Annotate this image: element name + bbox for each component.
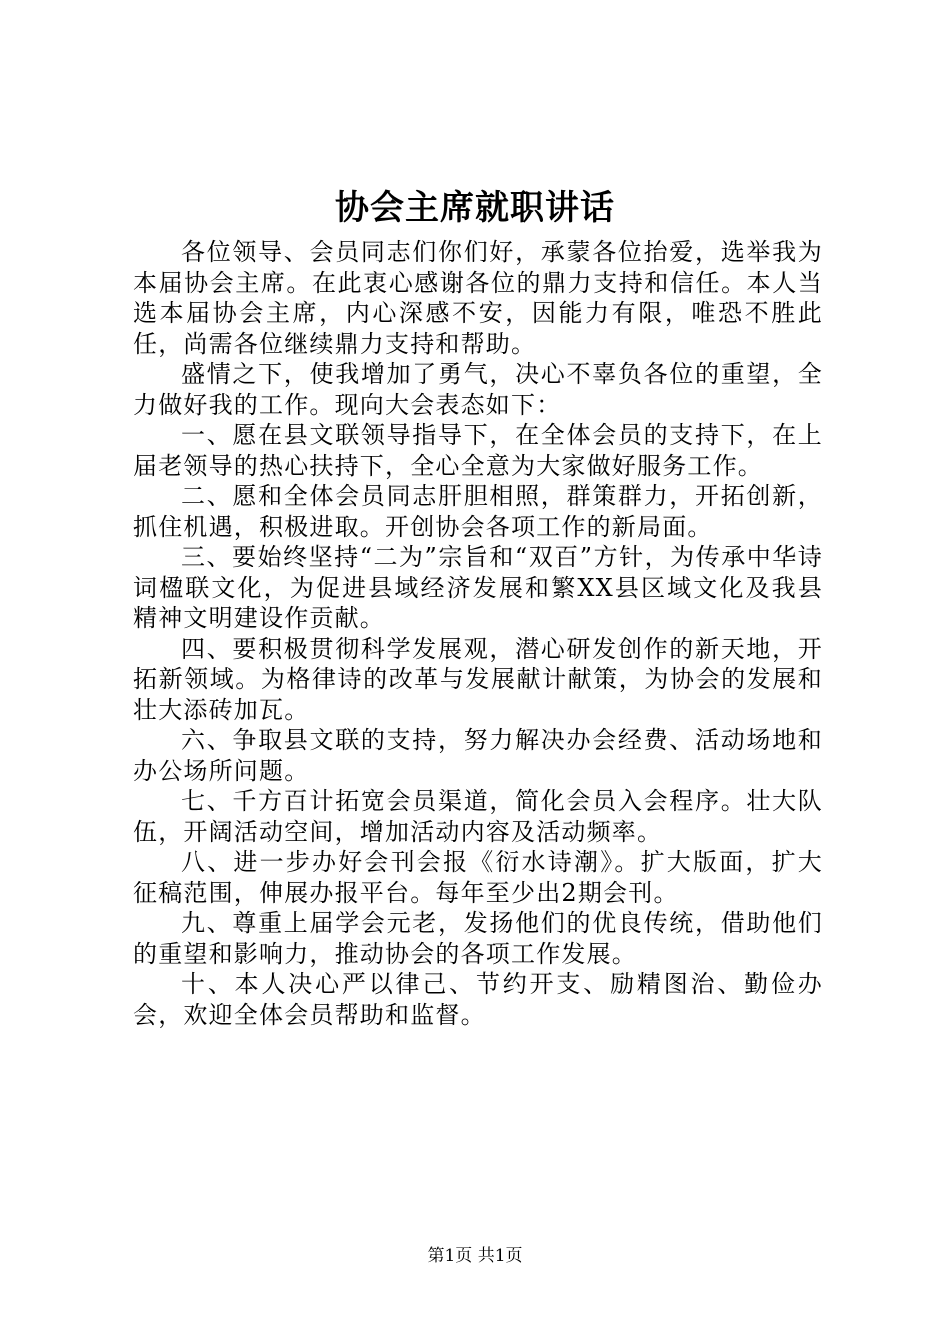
paragraph-item-1: 一、愿在县文联领导指导下，在全体会员的支持下，在上届老领导的热心扶持下，全心全意为大家做好服务工作。 xyxy=(133,421,823,480)
page-footer: 第1页 共1页 xyxy=(427,1246,523,1266)
paragraph-greeting: 各位领导、会员同志们你们好，承蒙各位抬爱，选举我为本届协会主席。在此衷心感谢各位的鼎力支持和信任。本人当选本届协会主席，内心深感不安，因能力有限，唯恐不胜此任，尚需各位继续鼎力支持和帮助。 xyxy=(133,238,823,358)
paragraph-item-6: 六、争取县文联的支持，努力解决办会经费、活动场地和办公场所问题。 xyxy=(133,726,823,785)
paragraph-item-4: 四、要积极贯彻科学发展观，潜心研发创作的新天地，开拓新领域。为格律诗的改革与发展献计献策，为协会的发展和壮大添砖加瓦。 xyxy=(133,634,823,724)
paragraph-item-10: 十、本人决心严以律己、节约开支、励精图治、勤俭办会，欢迎全体会员帮助和监督。 xyxy=(133,970,823,1029)
document-body xyxy=(133,237,823,1030)
paragraph-item-8: 八、进一步办好会刊会报《衍水诗潮》。扩大版面，扩大征稿范围，伸展办报平台。每年至少出2期会刊。 xyxy=(133,848,823,907)
paragraph-item-9: 九、尊重上届学会元老，发扬他们的优良传统，借助他们的重望和影响力，推动协会的各项工作发展。 xyxy=(133,909,823,968)
paragraph-item-2: 二、愿和全体会员同志肝胆相照，群策群力，开拓创新，抓住机遇，积极进取。开创协会各项工作的新局面。 xyxy=(133,482,823,541)
paragraph-intro: 盛情之下，使我增加了勇气，决心不辜负各位的重望，全力做好我的工作。现向大会表态如下： xyxy=(133,360,823,419)
document-title: 协会主席就职讲话 xyxy=(335,188,615,228)
paragraph-item-7: 七、千方百计拓宽会员渠道，简化会员入会程序。壮大队伍，开阔活动空间，增加活动内容及活动频率。 xyxy=(133,787,823,846)
paragraph-item-3: 三、要始终坚持“二为”宗旨和“双百”方针，为传承中华诗词楹联文化，为促进县域经济发展和繁XX县区域文化及我县精神文明建设作贡献。 xyxy=(133,543,823,632)
